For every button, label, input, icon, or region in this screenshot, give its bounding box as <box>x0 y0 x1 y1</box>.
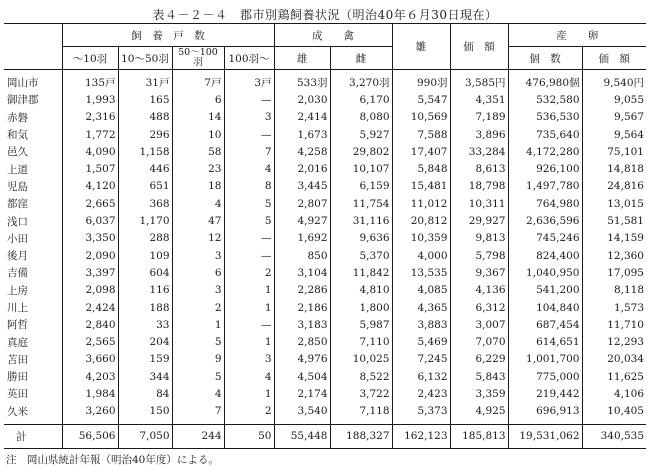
table-cell: 24,816 <box>607 180 644 193</box>
table-row <box>4 178 646 195</box>
table-cell: 10 <box>172 126 224 143</box>
table-cell: 5,547 <box>392 91 450 108</box>
table-cell: 4,927 <box>274 212 330 229</box>
table-row <box>4 264 646 281</box>
table-cell: 2,424 <box>62 299 118 316</box>
region-name: 児島 <box>4 178 62 195</box>
table-cell: 18 <box>172 178 224 195</box>
table-cell: 3,722 <box>330 385 392 402</box>
table-cell: 23 <box>172 160 224 177</box>
table-cell: 116 <box>118 282 172 299</box>
table-cell: 2 <box>172 299 224 316</box>
table-cell: 9,636 <box>330 230 392 247</box>
table-cell: 2,286 <box>274 282 330 299</box>
table-cell: 4 <box>224 160 274 177</box>
table-cell: 109 <box>118 247 172 264</box>
table-cell: 14 <box>172 109 224 126</box>
table-cell: 11,710 <box>607 318 644 331</box>
table-cell: 4,106 <box>613 387 644 400</box>
table-cell: 3 <box>172 247 224 264</box>
table-cell: 536,530 <box>508 109 582 126</box>
table-cell: 13,535 <box>392 264 450 281</box>
region-name: 後月 <box>4 247 62 264</box>
header-cock: 雄 <box>274 47 330 70</box>
table-cell: 7,110 <box>330 333 392 350</box>
total-label: 計 <box>4 424 62 448</box>
table-cell: 2,565 <box>62 333 118 350</box>
table-cell: 6,132 <box>392 368 450 385</box>
header-egg-count: 個 数 <box>508 47 582 70</box>
table-cell: 4,365 <box>392 299 450 316</box>
table-cell: 13,015 <box>607 197 644 210</box>
table-cell: 3,270羽 <box>330 70 392 92</box>
table-cell: 2,090 <box>62 247 118 264</box>
total-cell: 55,448 <box>274 424 330 448</box>
table-cell: 3 <box>224 109 274 126</box>
table-cell: 604 <box>118 264 172 281</box>
table-cell: 2,316 <box>62 109 118 126</box>
region-name: 真庭 <box>4 333 62 350</box>
table-cell: 3,104 <box>274 264 330 281</box>
table-cell: 20,812 <box>392 212 450 229</box>
header-10-50: 10～50羽 <box>118 47 172 70</box>
region-name: 阿哲 <box>4 316 62 333</box>
table-cell: 1 <box>224 299 274 316</box>
table-cell: 2 <box>224 403 274 425</box>
table-cell: 4,203 <box>62 368 118 385</box>
table-cell: 2,414 <box>274 109 330 126</box>
table-cell: 3戸 <box>224 70 274 92</box>
table-cell: 84 <box>118 385 172 402</box>
table-cell: 17,095 <box>607 266 644 279</box>
table-cell: 1,692 <box>274 230 330 247</box>
table-cell: 9,055 <box>613 93 644 106</box>
table-cell: 165 <box>118 91 172 108</box>
header-value: 価 額 <box>450 24 508 70</box>
table-cell: 1,040,950 <box>508 264 582 281</box>
table-cell: 541,200 <box>508 282 582 299</box>
table-cell: 4,976 <box>274 351 330 368</box>
region-name: 小田 <box>4 230 62 247</box>
table-cell: 5,927 <box>330 126 392 143</box>
table-cell: 5 <box>224 212 274 229</box>
table-cell: 4 <box>172 385 224 402</box>
table-cell: 29,802 <box>330 143 392 160</box>
table-cell: 4,000 <box>392 247 450 264</box>
table-cell: 1,673 <box>274 126 330 143</box>
total-cell: 188,327 <box>330 424 392 448</box>
table-cell: 10,311 <box>450 195 508 212</box>
table-row <box>4 230 646 247</box>
table-cell: 4,172,280 <box>508 143 582 160</box>
table-cell: 3,007 <box>450 316 508 333</box>
table-cell: 696,913 <box>508 403 582 425</box>
table-cell: 1,993 <box>62 91 118 108</box>
table-row <box>4 351 646 368</box>
table-row <box>4 195 646 212</box>
table-cell: 5,373 <box>392 403 450 425</box>
table-cell: 2,016 <box>274 160 330 177</box>
total-cell: 19,531,062 <box>508 424 582 448</box>
table-cell: 1,507 <box>62 160 118 177</box>
table-cell: 745,246 <box>508 230 582 247</box>
table-cell: 614,651 <box>508 333 582 350</box>
table-row <box>4 282 646 299</box>
table-row <box>4 126 646 143</box>
table-cell: 6,229 <box>450 351 508 368</box>
table-cell: 2,098 <box>62 282 118 299</box>
table-cell: 1 <box>224 333 274 350</box>
table-row <box>4 316 646 333</box>
header-egg-value: 価 額 <box>582 47 646 70</box>
table-cell: 8,522 <box>330 368 392 385</box>
table-cell: 5,370 <box>330 247 392 264</box>
table-cell: 446 <box>118 160 172 177</box>
table-cell: 3,397 <box>62 264 118 281</box>
region-name: 勝田 <box>4 368 62 385</box>
table-cell: 4 <box>172 195 224 212</box>
region-name: 和気 <box>4 126 62 143</box>
header-region <box>4 24 62 70</box>
table-cell: 219,442 <box>508 385 582 402</box>
table-cell: 4,085 <box>392 282 450 299</box>
table-cell: 11,625 <box>607 370 644 383</box>
region-name: 久米 <box>4 403 62 425</box>
table-cell: 3,585円 <box>450 70 508 92</box>
table-cell: 188 <box>118 299 172 316</box>
table-cell: 11,012 <box>392 195 450 212</box>
table-cell: 150 <box>118 403 172 425</box>
table-cell: 3,183 <box>274 316 330 333</box>
table-cell: 8,613 <box>450 160 508 177</box>
table-cell: 2,665 <box>62 195 118 212</box>
table-cell: 1,573 <box>613 301 644 314</box>
table-row <box>4 160 646 177</box>
table-cell: 4,351 <box>450 91 508 108</box>
table-cell: 33 <box>118 316 172 333</box>
table-row <box>4 212 646 229</box>
table-cell: 5,469 <box>392 333 450 350</box>
table-cell: 1,497,780 <box>508 178 582 195</box>
table-cell: 2,186 <box>274 299 330 316</box>
region-name: 上房 <box>4 282 62 299</box>
table-cell: 990羽 <box>392 70 450 92</box>
table-cell: 8,080 <box>330 109 392 126</box>
table-cell: 5,843 <box>450 368 508 385</box>
table-cell: 5,987 <box>330 316 392 333</box>
region-name: 赤磐 <box>4 109 62 126</box>
region-name: 岡山市 <box>4 70 62 92</box>
table-cell: 7,588 <box>392 126 450 143</box>
table-cell: 12,360 <box>607 249 644 262</box>
table-cell: — <box>224 126 274 143</box>
header-hen: 雌 <box>330 47 392 70</box>
table-cell: 6 <box>172 91 224 108</box>
table-cell: 135戸 <box>62 70 118 92</box>
table-cell: 9 <box>172 351 224 368</box>
table-cell: 1 <box>224 282 274 299</box>
table-row <box>4 299 646 316</box>
table-cell: 2,850 <box>274 333 330 350</box>
table-cell: 2,423 <box>392 385 450 402</box>
table-cell: 31戸 <box>118 70 172 92</box>
total-cell: 244 <box>172 424 224 448</box>
table-cell: 9,813 <box>450 230 508 247</box>
table-cell: 4,136 <box>450 282 508 299</box>
table-cell: 6,170 <box>330 91 392 108</box>
table-cell: 344 <box>118 368 172 385</box>
table-cell: 368 <box>118 195 172 212</box>
table-cell: 296 <box>118 126 172 143</box>
table-cell: 3,260 <box>62 403 118 425</box>
table-cell: 10,405 <box>607 405 644 418</box>
statistics-table <box>4 23 646 449</box>
table-cell: 10,107 <box>330 160 392 177</box>
table-cell: 5,848 <box>392 160 450 177</box>
table-cell: — <box>224 247 274 264</box>
table-cell: 75,101 <box>607 145 644 158</box>
table-cell: 3,540 <box>274 403 330 425</box>
header-eggs-group: 産 卵 <box>508 24 646 47</box>
table-cell: 9,564 <box>613 128 644 141</box>
table-cell: 4,120 <box>62 178 118 195</box>
table-cell: 4 <box>224 368 274 385</box>
table-cell: 58 <box>172 143 224 160</box>
region-name: 邑久 <box>4 143 62 160</box>
table-cell: 47 <box>172 212 224 229</box>
table-row <box>4 143 646 160</box>
table-cell: 775,000 <box>508 368 582 385</box>
total-cell: 50 <box>224 424 274 448</box>
table-cell: 651 <box>118 178 172 195</box>
table-cell: 488 <box>118 109 172 126</box>
table-cell: 2,030 <box>274 91 330 108</box>
table-cell: 10,025 <box>330 351 392 368</box>
table-cell: 5 <box>172 333 224 350</box>
table-cell: 288 <box>118 230 172 247</box>
total-cell: 185,813 <box>450 424 508 448</box>
table-cell: 18,798 <box>450 178 508 195</box>
table-cell: 6 <box>172 264 224 281</box>
table-body <box>4 70 646 425</box>
region-name: 苫田 <box>4 351 62 368</box>
table-cell: 8 <box>224 178 274 195</box>
table-cell: 9,540円 <box>603 77 644 90</box>
table-row <box>4 91 646 108</box>
region-name: 吉備 <box>4 264 62 281</box>
table-cell: 20,034 <box>607 353 644 366</box>
table-cell: 3,359 <box>450 385 508 402</box>
table-cell: 1,170 <box>118 212 172 229</box>
table-cell: 824,400 <box>508 247 582 264</box>
footnote: 注 岡山県統計年報（明治40年度）による。 <box>6 454 219 466</box>
header-50-100 <box>172 47 224 70</box>
table-cell: 29,927 <box>450 212 508 229</box>
table-cell: 9,367 <box>450 264 508 281</box>
table-cell: 104,840 <box>508 299 582 316</box>
table-row <box>4 247 646 264</box>
table-cell: 6,159 <box>330 178 392 195</box>
table-cell: — <box>224 91 274 108</box>
table-cell: 10,359 <box>392 230 450 247</box>
table-cell: 687,454 <box>508 316 582 333</box>
table-row <box>4 333 646 350</box>
table-cell: 5 <box>172 368 224 385</box>
header-adult-group: 成 禽 <box>274 24 392 47</box>
table-cell: 1,772 <box>62 126 118 143</box>
table-cell: 51,581 <box>607 215 644 228</box>
table-cell: 1,158 <box>118 143 172 160</box>
table-cell: 159 <box>118 351 172 368</box>
region-name: 英田 <box>4 385 62 402</box>
table-cell: 204 <box>118 333 172 350</box>
table-cell: — <box>224 316 274 333</box>
table-row <box>4 368 646 385</box>
table-cell: 6,312 <box>450 299 508 316</box>
table-cell: 3,896 <box>450 126 508 143</box>
region-name: 上道 <box>4 160 62 177</box>
table-cell: 7,070 <box>450 333 508 350</box>
table-cell: 7,245 <box>392 351 450 368</box>
table-cell: 8,118 <box>613 284 644 297</box>
table-cell: 5,798 <box>450 247 508 264</box>
table-cell: 2,840 <box>62 316 118 333</box>
table-cell: 6,037 <box>62 212 118 229</box>
table-cell: 4,504 <box>274 368 330 385</box>
table-cell: 7戸 <box>172 70 224 92</box>
total-cell: 162,123 <box>392 424 450 448</box>
table-cell: 33,284 <box>450 143 508 160</box>
region-name: 浅口 <box>4 212 62 229</box>
table-cell: 532,580 <box>508 91 582 108</box>
total-cell: 7,050 <box>118 424 172 448</box>
table-cell: 764,980 <box>508 195 582 212</box>
table-cell: 31,116 <box>330 212 392 229</box>
header-lt10: ～10羽 <box>62 47 118 70</box>
table-row <box>4 385 646 402</box>
table-title: 表４－２－４ 郡市別鶏飼養状況（明治40年６月30日現在） <box>152 8 498 22</box>
table-cell: 735,640 <box>508 126 582 143</box>
table-cell: 7,189 <box>450 109 508 126</box>
table-cell: 476,980個 <box>508 70 582 92</box>
table-cell: 10,569 <box>392 109 450 126</box>
header-chicks: 雛 <box>392 24 450 70</box>
table-cell: — <box>224 230 274 247</box>
table-cell: 7 <box>172 403 224 425</box>
table-cell: 2 <box>224 264 274 281</box>
table-cell: 15,481 <box>392 178 450 195</box>
region-name: 川上 <box>4 299 62 316</box>
table-cell: 7,118 <box>330 403 392 425</box>
table-cell: 5 <box>224 195 274 212</box>
table-cell: 11,842 <box>330 264 392 281</box>
table-cell: 11,754 <box>330 195 392 212</box>
table-cell: 850 <box>274 247 330 264</box>
table-cell: 3,660 <box>62 351 118 368</box>
table-cell: 2,174 <box>274 385 330 402</box>
table-cell: 4,258 <box>274 143 330 160</box>
header-households-group: 飼 養 戸 数 <box>62 24 274 47</box>
table-cell: 1 <box>224 385 274 402</box>
table-cell: 1,800 <box>330 299 392 316</box>
header-50-100-label: 50～100羽 <box>178 47 218 68</box>
table-cell: 1,984 <box>62 385 118 402</box>
table-cell: 12 <box>172 230 224 247</box>
table-cell: 14,159 <box>607 232 644 245</box>
table-row <box>4 109 646 126</box>
table-cell: 2,807 <box>274 195 330 212</box>
region-name: 都窪 <box>4 195 62 212</box>
table-row <box>4 403 646 425</box>
table-cell: 14,818 <box>607 163 644 176</box>
table-cell: 3,350 <box>62 230 118 247</box>
table-cell: 4,810 <box>330 282 392 299</box>
total-cell: 56,506 <box>62 424 118 448</box>
total-row <box>4 424 646 448</box>
table-cell: 9,567 <box>613 111 644 124</box>
header-ge100: 100羽～ <box>224 47 274 70</box>
table-cell: 12,293 <box>607 336 644 349</box>
table-cell: 926,100 <box>508 160 582 177</box>
table-cell: 3 <box>224 351 274 368</box>
table-cell: 533羽 <box>274 70 330 92</box>
table-cell: 1 <box>172 316 224 333</box>
table-cell: 3,445 <box>274 178 330 195</box>
table-cell: 17,407 <box>392 143 450 160</box>
table-cell: 2,636,596 <box>508 212 582 229</box>
table-cell: 3,883 <box>392 316 450 333</box>
table-cell: 1,001,700 <box>508 351 582 368</box>
total-cell: 340,535 <box>582 424 646 448</box>
table-cell: 3 <box>172 282 224 299</box>
table-cell: 7 <box>224 143 274 160</box>
table-cell: 4,925 <box>450 403 508 425</box>
table-row <box>4 70 646 92</box>
table-cell: 4,090 <box>62 143 118 160</box>
region-name: 御津郡 <box>4 91 62 108</box>
